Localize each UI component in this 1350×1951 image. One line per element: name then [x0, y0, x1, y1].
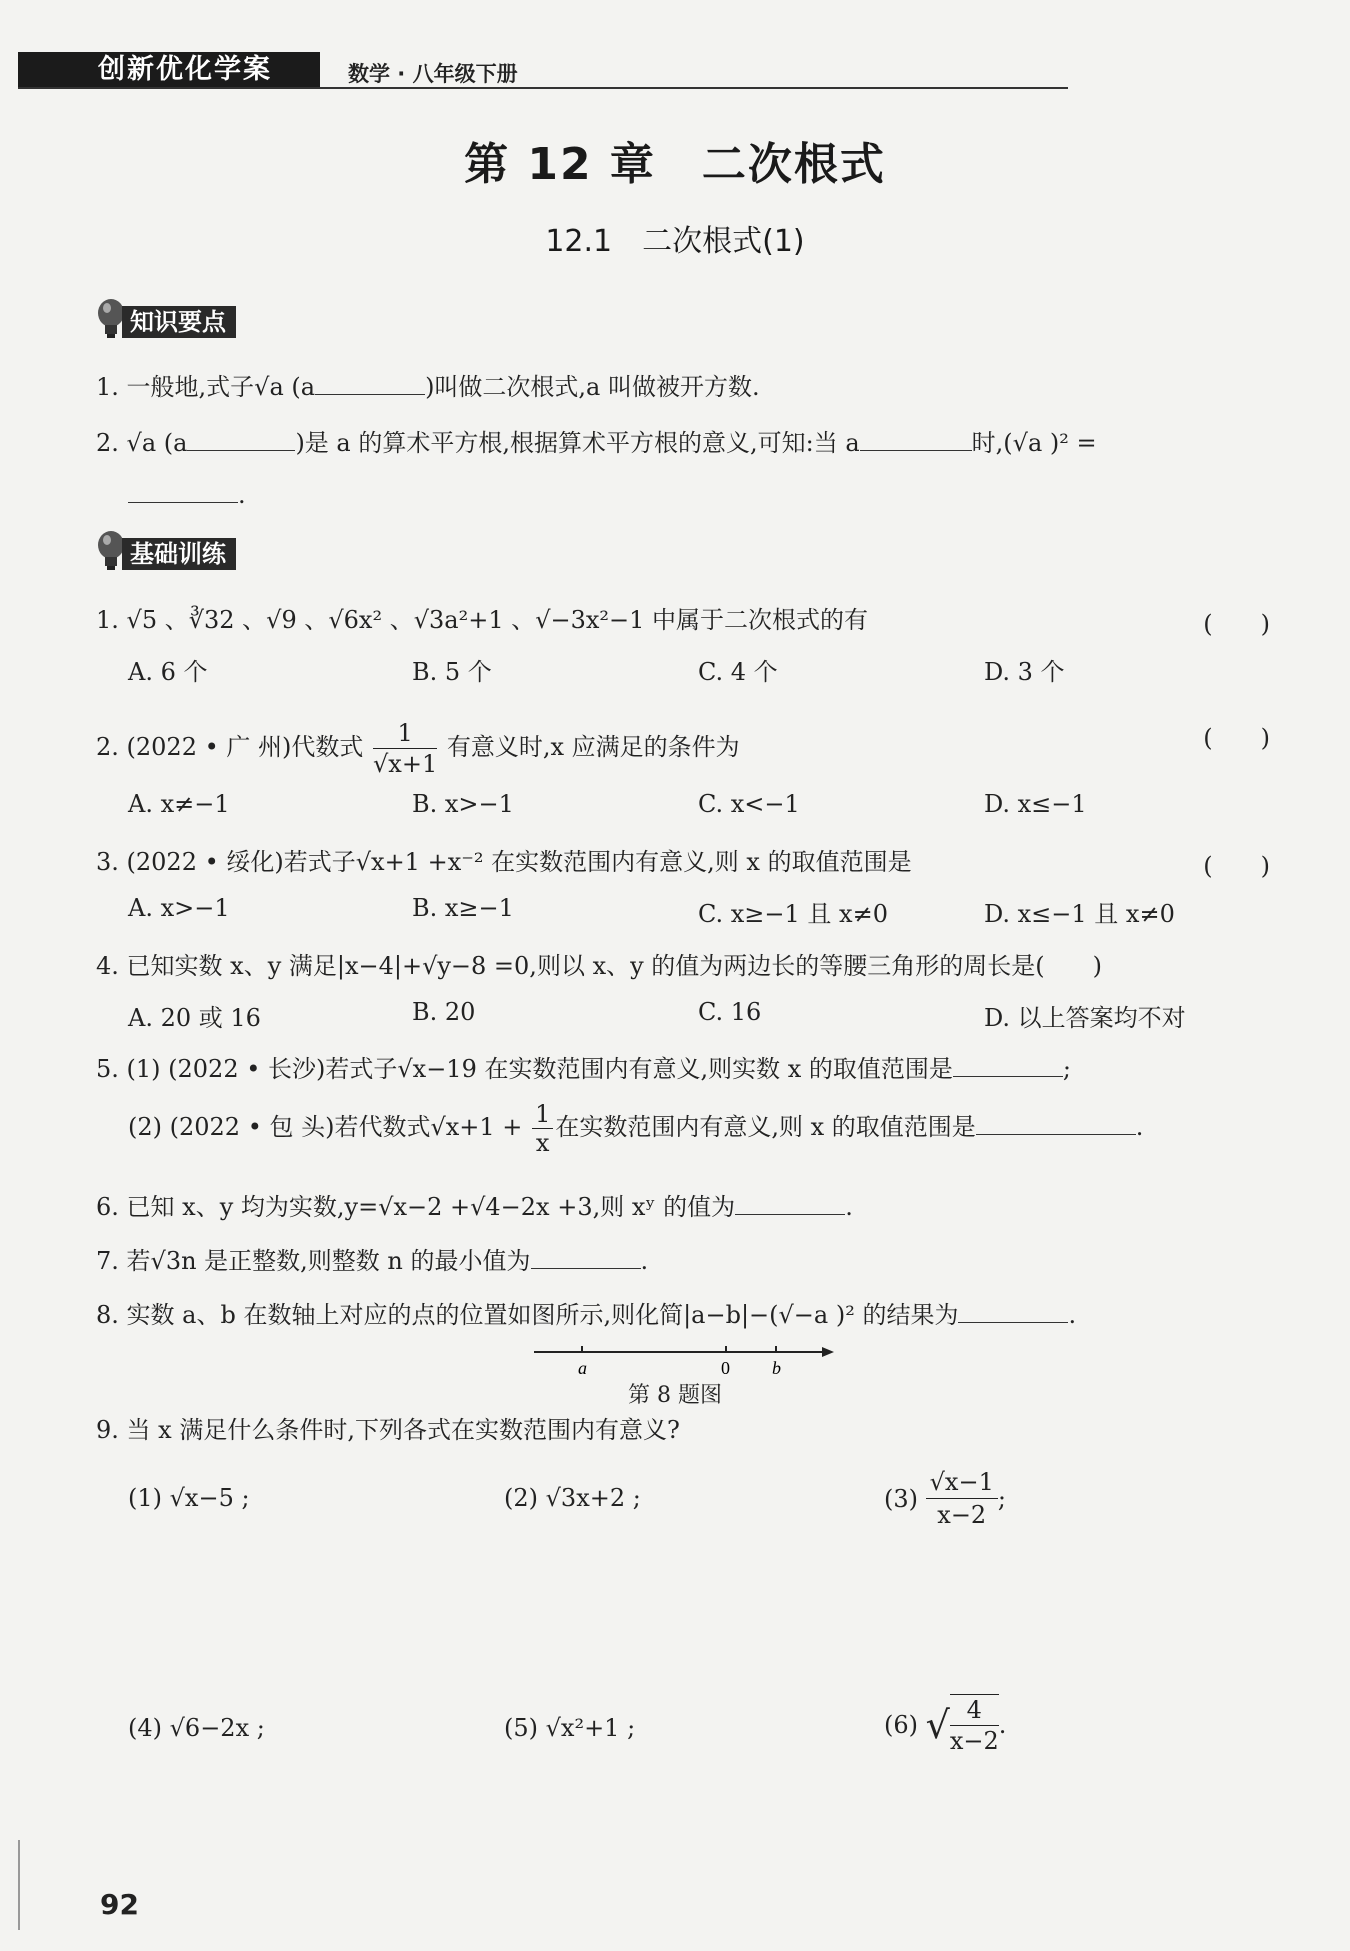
- answer-blank[interactable]: [953, 1052, 1063, 1077]
- question-3-option-c[interactable]: C. x≥−1 且 x≠0: [698, 900, 888, 928]
- question-2-option-d[interactable]: D. x≤−1: [984, 790, 1087, 818]
- question-1-stem: 1. √5 、∛32 、√9 、√6x² 、√3a²+1 、√−3x²−1 中属于二次根式的有: [96, 606, 869, 634]
- knowledge-q1-part-a: 1. 一般地,式子√a (a: [96, 373, 316, 401]
- question-2-stem-a: 2. (2022 • 广 州)代数式: [96, 733, 364, 761]
- fraction-numerator: 1: [373, 718, 437, 749]
- question-2-fraction: [373, 718, 437, 779]
- question-6-stem: 6. 已知 x、y 均为实数,y=√x−2 +√4−2x +3,则 xʸ 的值为: [96, 1193, 736, 1221]
- question-4-option-a[interactable]: A. 20 或 16: [128, 1004, 261, 1032]
- knowledge-q1: [96, 370, 760, 403]
- question-9-part-1: (1) √x−5 ;: [128, 1484, 250, 1512]
- fraction-denominator: x−2: [949, 1727, 999, 1755]
- section-title: 12.1 二次根式(1): [545, 224, 805, 259]
- answer-blank[interactable]: [958, 1298, 1068, 1323]
- header-brand: 创新优化学案: [98, 54, 272, 85]
- part-6-label: (6): [884, 1711, 918, 1739]
- answer-blank[interactable]: [860, 426, 972, 451]
- fraction-numerator: 1: [532, 1100, 553, 1129]
- answer-blank[interactable]: [128, 478, 238, 503]
- question-9-part-5: (5) √x²+1 ;: [504, 1714, 636, 1742]
- question-7: [96, 1244, 648, 1277]
- answer-blank[interactable]: [976, 1110, 1136, 1135]
- header-rule: [18, 87, 1068, 89]
- question-1-option-b[interactable]: B. 5 个: [412, 658, 492, 686]
- page-edge-line: [18, 1840, 20, 1930]
- question-9-part-2: (2) √3x+2 ;: [504, 1484, 641, 1512]
- question-6: [96, 1190, 853, 1223]
- point-label-b: b: [772, 1358, 781, 1376]
- figure-caption: 第 8 题图: [628, 1383, 722, 1408]
- question-5-2-stem-a: (2) (2022 • 包 头)若代数式√x+1 +: [128, 1113, 523, 1141]
- question-4-option-b[interactable]: B. 20: [412, 998, 476, 1026]
- fraction-numerator: √x−1: [926, 1466, 998, 1499]
- fraction-numerator: 4: [950, 1695, 999, 1726]
- question-5-1-end: ;: [1062, 1055, 1071, 1083]
- part-3-end: ;: [997, 1484, 1006, 1513]
- question-9-part-4: (4) √6−2x ;: [128, 1714, 265, 1742]
- chapter-title: 第 12 章 二次根式: [464, 139, 886, 190]
- question-5-2-stem-b: 在实数范围内有意义,则 x 的取值范围是: [555, 1113, 976, 1141]
- question-2-stem: [96, 718, 740, 779]
- question-2-option-c[interactable]: C. x<−1: [698, 790, 800, 818]
- question-5-1: [96, 1052, 1071, 1085]
- answer-paren[interactable]: ( ): [1203, 852, 1270, 880]
- header-subject: 数学 · 八年级下册: [348, 62, 518, 86]
- question-8-stem: 8. 实数 a、b 在数轴上对应的点的位置如图所示,则化简|a−b|−(√−a )² 的结果为: [96, 1301, 959, 1329]
- knowledge-q2-continued: [128, 478, 246, 511]
- question-2-option-b[interactable]: B. x>−1: [412, 790, 514, 818]
- question-1-option-a[interactable]: A. 6 个: [128, 658, 208, 686]
- knowledge-q1-part-b: )叫做二次根式,a 叫做被开方数.: [425, 373, 760, 401]
- answer-blank[interactable]: [315, 370, 425, 395]
- fraction-denominator: x−2: [937, 1501, 987, 1529]
- fraction-denominator: √x+1: [373, 750, 438, 778]
- question-9-stem: 9. 当 x 满足什么条件时,下列各式在实数范围内有意义?: [96, 1416, 680, 1444]
- question-2-stem-b: 有意义时,x 应满足的条件为: [446, 733, 740, 761]
- question-6-end: .: [845, 1193, 853, 1221]
- part-6-end: .: [998, 1711, 1007, 1739]
- question-5-1-stem: 5. (1) (2022 • 长沙)若式子√x−19 在实数范围内有意义,则实数 x 的取值范围是: [96, 1055, 953, 1083]
- fraction-denominator: x: [535, 1129, 550, 1157]
- knowledge-q2: [96, 426, 1097, 459]
- knowledge-label-text: 知识要点: [122, 306, 236, 338]
- answer-blank[interactable]: [531, 1244, 641, 1269]
- question-9-part-6: [884, 1694, 1006, 1756]
- question-7-stem: 7. 若√3n 是正整数,则整数 n 的最小值为: [96, 1247, 531, 1275]
- question-3-option-b[interactable]: B. x≥−1: [412, 894, 514, 922]
- answer-paren[interactable]: ( ): [1203, 610, 1270, 638]
- knowledge-q2-part-a: 2. √a (a: [96, 429, 188, 457]
- part-6-fraction: [950, 1694, 999, 1756]
- answer-blank[interactable]: [735, 1190, 845, 1215]
- question-2-option-a[interactable]: A. x≠−1: [128, 790, 230, 818]
- question-5-2-fraction: [532, 1100, 553, 1157]
- part-3-fraction: [926, 1466, 998, 1531]
- number-line-figure: [530, 1336, 840, 1376]
- question-4-stem: 4. 已知实数 x、y 满足|x−4|+√y−8 =0,则以 x、y 的值为两边长的等腰三角形的周长是( ): [96, 952, 1103, 980]
- point-label-zero: 0: [721, 1358, 730, 1376]
- part-3-label: (3): [884, 1484, 918, 1513]
- question-8-end: .: [1068, 1301, 1077, 1329]
- question-5-2-end: .: [1135, 1113, 1144, 1141]
- knowledge-q2-part-b: )是 a 的算术平方根,根据算术平方根的意义,可知:当 a: [295, 429, 860, 457]
- basic-label-text: 基础训练: [122, 538, 236, 570]
- question-5-2: [128, 1100, 1143, 1157]
- question-1-option-d[interactable]: D. 3 个: [984, 658, 1065, 686]
- radical-sign-icon: √: [925, 1703, 950, 1747]
- question-1-option-c[interactable]: C. 4 个: [698, 658, 778, 686]
- question-9-part-3: [884, 1466, 1006, 1531]
- page-number: 92: [100, 1888, 139, 1921]
- question-3-option-a[interactable]: A. x>−1: [128, 894, 230, 922]
- question-7-end: .: [640, 1247, 649, 1275]
- question-3-option-d[interactable]: D. x≤−1 且 x≠0: [984, 900, 1175, 928]
- number-line-arrow: [822, 1347, 834, 1357]
- knowledge-q2-part-d: .: [238, 481, 246, 509]
- answer-blank[interactable]: [187, 426, 295, 451]
- question-4-option-d[interactable]: D. 以上答案均不对: [984, 1004, 1186, 1032]
- point-label-a: a: [578, 1358, 587, 1376]
- question-3-stem: 3. (2022 • 绥化)若式子√x+1 +x⁻² 在实数范围内有意义,则 x 的取值范围是: [96, 848, 912, 876]
- question-8: [96, 1298, 1076, 1331]
- answer-paren[interactable]: ( ): [1203, 724, 1270, 752]
- knowledge-q2-part-c: 时,(√a )² =: [971, 429, 1097, 457]
- question-4-option-c[interactable]: C. 16: [698, 998, 762, 1026]
